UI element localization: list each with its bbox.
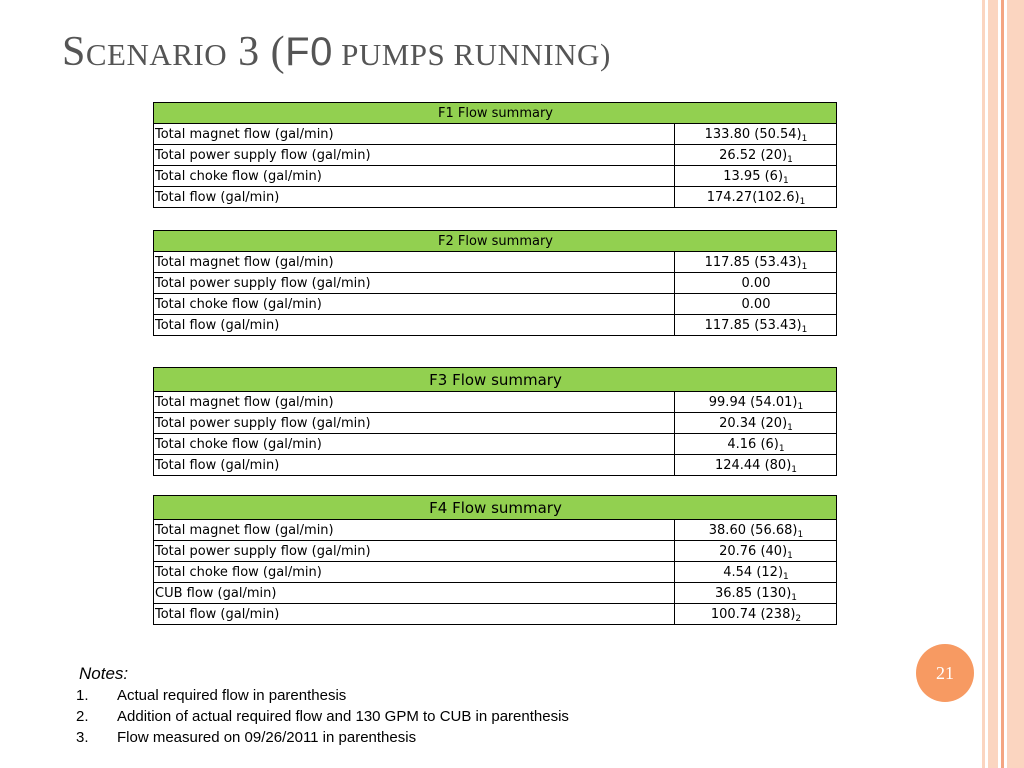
row-value-cell bbox=[675, 541, 837, 562]
row-value-cell bbox=[675, 392, 837, 413]
row-value-cell bbox=[675, 252, 837, 273]
row-value-cell bbox=[675, 187, 837, 208]
row-value: 38.60 (56.68) bbox=[708, 522, 798, 538]
footnote-marker: 1 bbox=[801, 324, 808, 335]
table-row bbox=[154, 413, 837, 434]
row-value: 0.00 bbox=[741, 296, 771, 312]
row-value-cell bbox=[675, 604, 837, 625]
row-value: 124.44 (80) bbox=[714, 457, 792, 473]
table-row bbox=[154, 562, 837, 583]
row-value-cell bbox=[675, 273, 837, 294]
row-value: 26.52 (20) bbox=[719, 147, 788, 163]
row-label: CUB flow (gal/min) bbox=[154, 583, 675, 604]
footnote-marker: 1 bbox=[783, 571, 789, 582]
slide-title bbox=[62, 28, 611, 76]
row-value: 100.74 (238) bbox=[710, 606, 796, 622]
notes-section bbox=[76, 664, 569, 748]
table-row bbox=[154, 145, 837, 166]
stripe-2 bbox=[988, 0, 998, 768]
table-row bbox=[154, 252, 837, 273]
row-value-cell bbox=[675, 124, 837, 145]
row-value: 20.76 (40) bbox=[719, 543, 788, 559]
decorative-stripes bbox=[982, 0, 1024, 768]
note-number: 1. bbox=[76, 687, 89, 704]
row-value: 99.94 (54.01) bbox=[708, 394, 798, 410]
row-label: Total flow (gal/min) bbox=[154, 315, 675, 336]
page-number-badge bbox=[916, 644, 974, 702]
row-value: 133.80 (50.54) bbox=[704, 126, 802, 142]
table-header: F4 Flow summary bbox=[154, 496, 837, 520]
row-value-cell bbox=[675, 434, 837, 455]
table-header: F1 Flow summary bbox=[154, 103, 837, 124]
footnote-marker: 1 bbox=[787, 154, 793, 165]
row-label: Total flow (gal/min) bbox=[154, 455, 675, 476]
table-header-row bbox=[154, 103, 837, 124]
row-label: Total magnet flow (gal/min) bbox=[154, 520, 675, 541]
notes-heading: Notes: bbox=[79, 664, 129, 683]
stripe-1 bbox=[982, 0, 985, 768]
footnote-marker: 1 bbox=[791, 464, 798, 475]
footnote-marker: 2 bbox=[795, 613, 802, 624]
footnote-marker: 1 bbox=[801, 133, 808, 144]
footnote-marker: 1 bbox=[783, 175, 789, 186]
table-row bbox=[154, 434, 837, 455]
footnote-marker: 1 bbox=[797, 529, 804, 540]
table-header: F3 Flow summary bbox=[154, 368, 837, 392]
note-number: 3. bbox=[76, 729, 89, 746]
table-header-row bbox=[154, 496, 837, 520]
row-value: 174.27(102.6) bbox=[706, 189, 800, 205]
row-label: Total power supply flow (gal/min) bbox=[154, 541, 675, 562]
table-row bbox=[154, 392, 837, 413]
footnote-marker: 1 bbox=[791, 592, 798, 603]
table-row bbox=[154, 541, 837, 562]
row-value-cell bbox=[675, 315, 837, 336]
note-number: 2. bbox=[76, 708, 89, 725]
row-value-cell bbox=[675, 294, 837, 315]
footnote-marker: 1 bbox=[801, 261, 808, 272]
row-value-cell bbox=[675, 583, 837, 604]
row-value: 13.95 (6) bbox=[723, 168, 784, 184]
table-row bbox=[154, 604, 837, 625]
table-row bbox=[154, 166, 837, 187]
stripe-4 bbox=[1007, 0, 1024, 768]
table-row bbox=[154, 187, 837, 208]
row-value-cell bbox=[675, 562, 837, 583]
row-label: Total magnet flow (gal/min) bbox=[154, 252, 675, 273]
row-label: Total flow (gal/min) bbox=[154, 604, 675, 625]
footnote-marker: 1 bbox=[787, 422, 793, 433]
stripe-3 bbox=[1001, 0, 1004, 768]
f2-flow-summary-table bbox=[153, 230, 837, 336]
row-value-cell bbox=[675, 145, 837, 166]
footnote-marker: 1 bbox=[799, 196, 806, 207]
note-text: Addition of actual required flow and 130 GPM to CUB in parenthesis bbox=[117, 708, 569, 725]
row-label: Total choke flow (gal/min) bbox=[154, 166, 675, 187]
row-label: Total choke flow (gal/min) bbox=[154, 294, 675, 315]
row-label: Total choke flow (gal/min) bbox=[154, 434, 675, 455]
table-header: F2 Flow summary bbox=[154, 231, 837, 252]
note-item bbox=[76, 727, 569, 748]
note-text: Flow measured on 09/26/2011 in parenthesis bbox=[117, 729, 417, 746]
table-header-row bbox=[154, 368, 837, 392]
title-text: SCENARIO 3 ( bbox=[62, 29, 286, 75]
row-value-cell bbox=[675, 413, 837, 434]
row-label: Total power supply flow (gal/min) bbox=[154, 273, 675, 294]
row-value: 117.85 (53.43) bbox=[704, 254, 802, 270]
f1-flow-summary-table bbox=[153, 102, 837, 208]
table-row bbox=[154, 273, 837, 294]
row-value-cell bbox=[675, 455, 837, 476]
title-f0: F0 bbox=[285, 30, 333, 74]
table-header-row bbox=[154, 231, 837, 252]
row-label: Total power supply flow (gal/min) bbox=[154, 145, 675, 166]
note-text: Actual required flow in parenthesis bbox=[117, 687, 347, 704]
row-label: Total flow (gal/min) bbox=[154, 187, 675, 208]
row-label: Total magnet flow (gal/min) bbox=[154, 392, 675, 413]
page-number: 21 bbox=[936, 662, 954, 683]
row-value: 20.34 (20) bbox=[719, 415, 788, 431]
table-row bbox=[154, 583, 837, 604]
notes-list bbox=[76, 685, 569, 748]
footnote-marker: 1 bbox=[787, 550, 793, 561]
note-item bbox=[76, 685, 569, 706]
row-label: Total power supply flow (gal/min) bbox=[154, 413, 675, 434]
footnote-marker: 1 bbox=[797, 401, 804, 412]
row-value: 0.00 bbox=[741, 275, 771, 291]
row-value: 117.85 (53.43) bbox=[704, 317, 802, 333]
table-row bbox=[154, 455, 837, 476]
row-label: Total magnet flow (gal/min) bbox=[154, 124, 675, 145]
table-row bbox=[154, 124, 837, 145]
table-row bbox=[154, 294, 837, 315]
row-value: 4.54 (12) bbox=[723, 564, 784, 580]
row-value: 36.85 (130) bbox=[714, 585, 792, 601]
footnote-marker: 1 bbox=[778, 443, 785, 454]
title-rest: PUMPS RUNNING) bbox=[332, 37, 611, 72]
f4-flow-summary-table bbox=[153, 495, 837, 625]
row-label: Total choke flow (gal/min) bbox=[154, 562, 675, 583]
f3-flow-summary-table bbox=[153, 367, 837, 476]
note-item bbox=[76, 706, 569, 727]
row-value-cell bbox=[675, 166, 837, 187]
table-row bbox=[154, 315, 837, 336]
row-value-cell bbox=[675, 520, 837, 541]
row-value: 4.16 (6) bbox=[727, 436, 779, 452]
table-row bbox=[154, 520, 837, 541]
